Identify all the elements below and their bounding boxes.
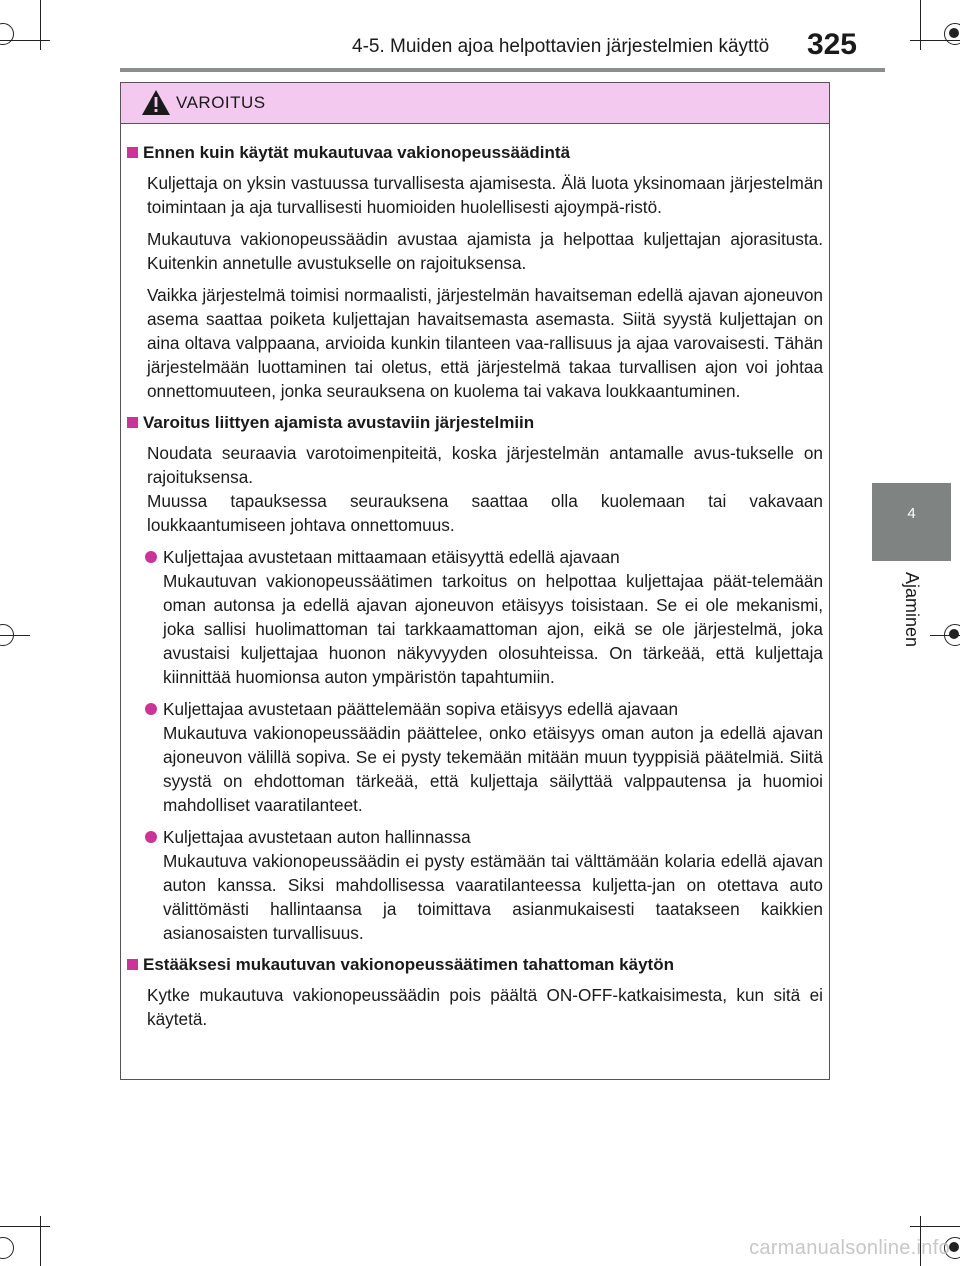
page-header: [120, 20, 885, 72]
paragraph: Mukautuva vakionopeussäädin avustaa ajamista ja helpottaa kuljettajan ajorasitusta. Kuitenkin annetulle avustukselle on rajoituksensa.: [147, 229, 823, 273]
section-title: 4-5. Muiden ajoa helpottavien järjestelmien käyttö: [352, 36, 770, 57]
warning-box: [120, 82, 830, 1080]
paragraph: Vaikka järjestelmä toimisi normaalisti, järjestelmän havaitseman edellä ajavan ajoneuvon asema saattaa poiketa kuljettajan havaitsemasta asemasta. Siitä syystä kuljettajan on aina oltava valppaana, arvioida kunkin tilanteen vaa-rallisuus ja ajaa varovaisesti. Tähän järjestelmään luottaminen tai oletus, että järjestelmä takaa turvallisen ajon voi johtaa onnettomuuteen, jonka seurauksena on kuolema tai vakava loukkaantuminen.: [147, 285, 823, 401]
crop-mark: [910, 1226, 960, 1227]
square-bullet-icon: [127, 417, 138, 428]
list-item: [127, 825, 823, 945]
chapter-label: Ajaminen: [902, 572, 922, 648]
paragraph: Noudata seuraavia varotoimenpiteitä, koska järjestelmän antamalle avus-tukselle on rajoituksensa.: [147, 443, 823, 487]
registration-mark-icon: [944, 624, 960, 646]
section-heading: Ennen kuin käytät mukautuvaa vakionopeussäädintä: [127, 141, 823, 165]
warning-content: [121, 124, 829, 1031]
warning-title: VAROITUS: [176, 93, 266, 112]
chapter-tab: [872, 483, 951, 561]
square-bullet-icon: [127, 147, 138, 158]
crop-mark: [0, 1226, 50, 1227]
list-item-text: Mukautuvan vakionopeussäätimen tarkoitus on helpottaa kuljettajaa päät-telemään oman autonsa ja edellä ajavan ajoneuvon etäisyys toisistaan. Se ei ole mekanismi, joka sallisi huolimattoman tai tarkkaamattoman ajon, eikä se ole järjestelmä, joka avustaisi kuljettajaa huonon näkyvyyden olosuhteissa. On tärkeää, että kuljettaja kiinnittää huomionsa auton ympäristön tapahtumiin.: [163, 571, 823, 687]
page-number: 325: [806, 28, 857, 61]
watermark: carmanualsonline.info: [749, 1237, 950, 1259]
list-item: [127, 697, 823, 817]
round-bullet-icon: [145, 551, 157, 563]
round-bullet-icon: [145, 831, 157, 843]
crop-mark: [920, 0, 921, 50]
section-heading: Estääksesi mukautuvan vakionopeussäätimen tahattoman käytön: [127, 953, 823, 977]
list-item-title: Kuljettajaa avustetaan päättelemään sopiva etäisyys edellä ajavaan: [163, 699, 679, 719]
chapter-number: 4: [907, 505, 916, 522]
list-item-title: Kuljettajaa avustetaan auton hallinnassa: [163, 827, 471, 847]
section-heading: Varoitus liittyen ajamista avustaviin järjestelmiin: [127, 411, 823, 435]
crop-mark: [40, 1216, 41, 1266]
registration-mark-icon: [0, 23, 14, 45]
warning-triangle-icon: [141, 89, 171, 116]
warning-header: [121, 83, 829, 124]
list-item-title: Kuljettajaa avustetaan mittaamaan etäisyyttä edellä ajavaan: [163, 547, 620, 567]
paragraph: Muussa tapauksessa seurauksena saattaa olla kuolemaan tai vakavaan loukkaantumiseen johtava onnettomuus.: [147, 491, 823, 535]
list-item-text: Mukautuva vakionopeussäädin ei pysty estämään tai välttämään kolaria edellä ajavan auton kanssa. Siksi mahdollisessa vaaratilanteessa kuljetta-jan on otettava auto välittömästi hallintaansa ja toimittava asianmukaisesti taatakseen kaikkien asianosaisten turvallisuus.: [163, 851, 823, 943]
square-bullet-icon: [127, 959, 138, 970]
registration-mark-icon: [0, 624, 14, 646]
paragraph: Kytke mukautuva vakionopeussäädin pois päältä ON-OFF-katkaisimesta, kun sitä ei käytetä.: [147, 985, 823, 1029]
registration-mark-icon: [944, 23, 960, 45]
crop-mark: [40, 0, 41, 50]
list-item: [127, 545, 823, 689]
registration-mark-icon: [0, 1237, 14, 1259]
list-item-text: Mukautuva vakionopeussäädin päättelee, onko etäisyys oman auton ja edellä ajavan ajoneuvon välillä sopiva. Se ei pysty tekemään mitään muun tyyppisiä päätelmiä. Siitä syystä on ehdottoman tärkeää, että kuljettaja säilyttää valppautensa ja huomioi mahdolliset vaaratilanteet.: [163, 723, 823, 815]
paragraph: Kuljettaja on yksin vastuussa turvallisesta ajamisesta. Älä luota yksinomaan järjestelmän toimintaan ja aja turvallisesti huomioiden huolellisesti ajoympä-ristö.: [147, 173, 823, 217]
round-bullet-icon: [145, 703, 157, 715]
